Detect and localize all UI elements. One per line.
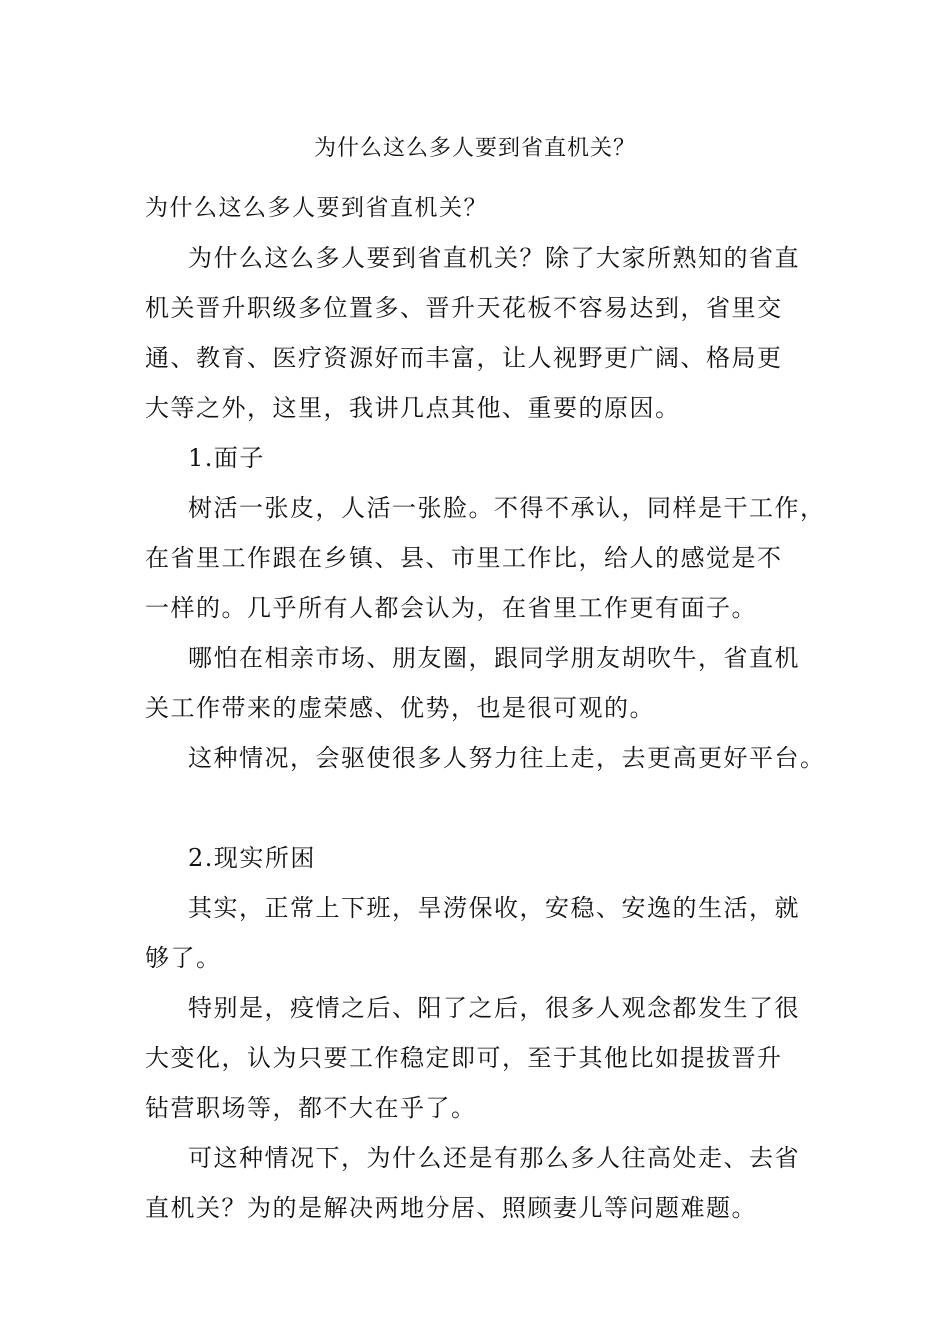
- paragraph-line: 钻营职场等，都不大在乎了。: [145, 1094, 477, 1122]
- paragraph-line: 其实，正常上下班，旱涝保收，安稳、安逸的生活，就: [188, 894, 800, 922]
- paragraph-line: 够了。: [145, 944, 222, 972]
- document-body: [145, 183, 825, 1233]
- paragraph-line: 一样的。几乎所有人都会认为，在省里工作更有面子。: [145, 594, 757, 622]
- blank-line: [145, 783, 825, 833]
- paragraph-line: 大等之外，这里，我讲几点其他、重要的原因。: [145, 394, 681, 422]
- section-heading: 2.现实所困: [188, 844, 316, 872]
- paragraph-line: 特别是，疫情之后、阳了之后，很多人观念都发生了很: [188, 994, 800, 1022]
- paragraph-line: 通、教育、医疗资源好而丰富，让人视野更广阔、格局更: [145, 344, 783, 372]
- paragraph-line: 哪怕在相亲市场、朋友圈，跟同学朋友胡吹牛，省直机: [188, 644, 800, 672]
- paragraph-line: 为什么这么多人要到省直机关？除了大家所熟知的省直: [188, 244, 800, 272]
- document-subtitle: 为什么这么多人要到省直机关？: [145, 195, 488, 221]
- section-heading: 1.面子: [188, 444, 265, 472]
- paragraph-line: 机关晋升职级多位置多、晋升天花板不容易达到，省里交: [145, 294, 783, 322]
- paragraph-line: 关工作带来的虚荣感、优势，也是很可观的。: [145, 694, 655, 722]
- paragraph-line: 直机关？为的是解决两地分居、照顾妻儿等问题难题。: [145, 1194, 757, 1222]
- paragraph-line: 可这种情况下，为什么还是有那么多人往高处走、去省: [188, 1144, 800, 1172]
- paragraph-line: 树活一张皮，人活一张脸。不得不承认，同样是干工作，: [188, 494, 826, 522]
- paragraph-line: 在省里工作跟在乡镇、县、市里工作比，给人的感觉是不: [145, 544, 783, 572]
- paragraph-line: 大变化，认为只要工作稳定即可，至于其他比如提拔晋升: [145, 1044, 783, 1072]
- paragraph-line: 这种情况，会驱使很多人努力往上走，去更高更好平台。: [188, 744, 826, 772]
- document-title: 为什么这么多人要到省直机关？: [313, 136, 636, 161]
